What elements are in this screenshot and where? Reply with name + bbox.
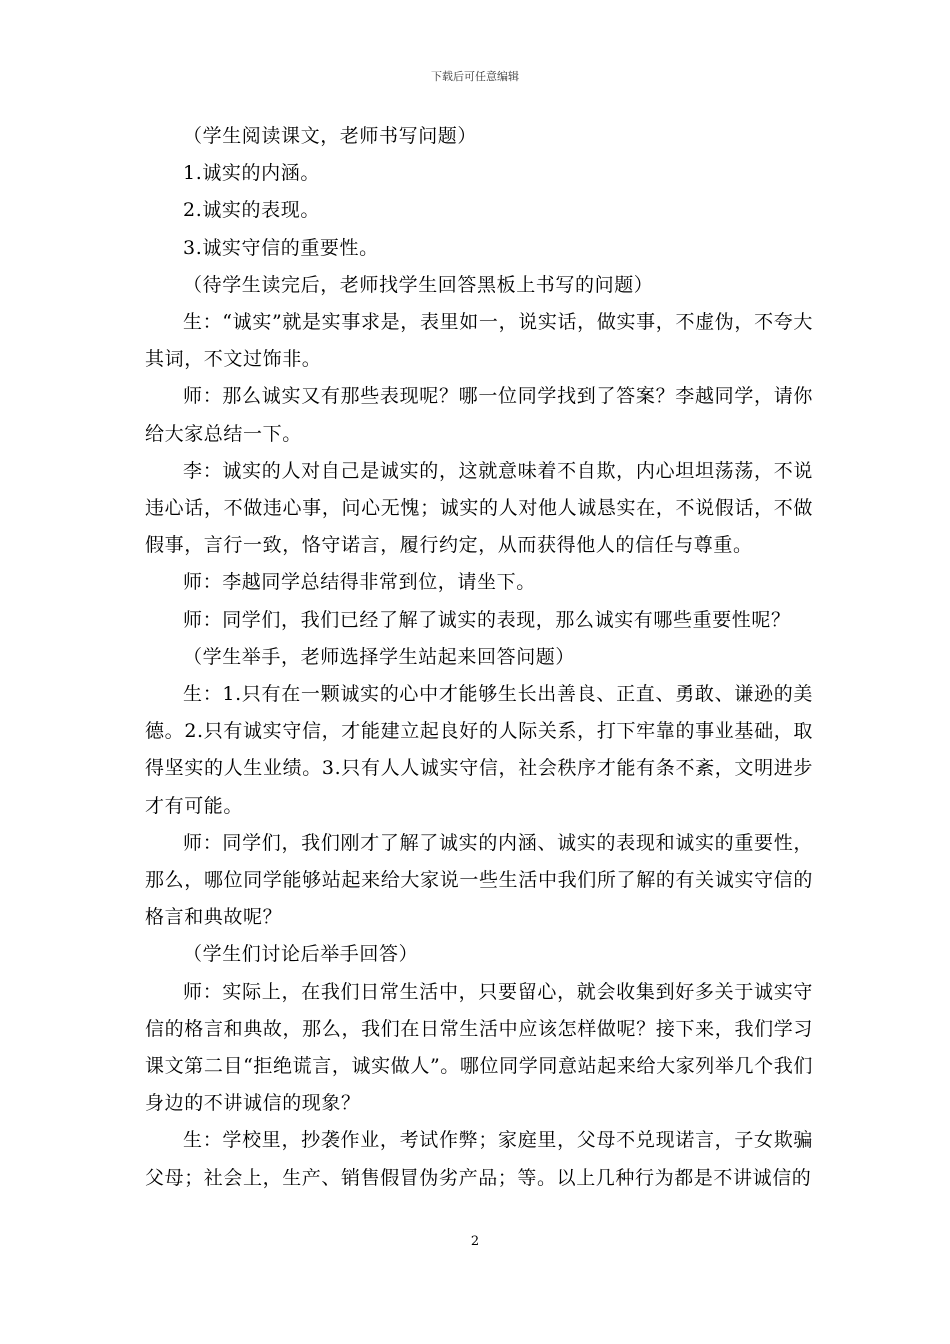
dialogue-teacher: 师：那么诚实又有那些表现呢？哪一位同学找到了答案？李越同学，请你给大家总结一下。 <box>145 385 813 445</box>
dialogue-student: 生：“诚实”就是实事求是，表里如一，说实话，做实事，不虚伪，不夸大其词，不文过饰非。 <box>145 311 813 371</box>
question-item-1: 1.诚实的内涵。 <box>183 162 320 185</box>
page-number: 2 <box>470 1234 480 1249</box>
paragraph-instruction: （待学生读完后，老师找学生回答黑板上书写的问题） <box>183 273 654 296</box>
document-body <box>145 118 813 1197</box>
question-item-3: 3.诚实守信的重要性。 <box>183 236 379 259</box>
dialogue-teacher: 师：同学们，我们已经了解了诚实的表现，那么诚实有哪些重要性呢？ <box>183 608 791 631</box>
dialogue-teacher: 师：同学们，我们刚才了解了诚实的内涵、诚实的表现和诚实的重要性，那么，哪位同学能够站起来给大家说一些生活中我们所了解的有关诚实守信的格言和典故呢？ <box>145 831 813 929</box>
dialogue-li: 李：诚实的人对自己是诚实的，这就意味着不自欺，内心坦坦荡荡，不说违心话，不做违心事，问心无愧；诚实的人对他人诚恳实在，不说假话，不做假事，言行一致，恪守诺言，履行约定，从而获得他人的信任与尊重。 <box>145 459 813 557</box>
question-item-2: 2.诚实的表现。 <box>183 199 320 222</box>
paragraph-instruction: （学生阅读课文，老师书写问题） <box>183 125 478 147</box>
dialogue-teacher: 师：李越同学总结得非常到位，请坐下。 <box>183 571 536 594</box>
paragraph-instruction: （学生举手，老师选择学生站起来回答问题） <box>183 645 576 668</box>
page-header: 下载后可任意编辑 <box>431 70 519 83</box>
paragraph-instruction: （学生们讨论后举手回答） <box>183 943 419 966</box>
dialogue-student: 生：1.只有在一颗诚实的心中才能够生长出善良、正直、勇敢、谦逊的美德。2.只有诚实守信，才能建立起良好的人际关系，打下牢靠的事业基础，取得坚实的人生业绩。3.只有人人诚实守信，社会秩序才能有条不紊，文明进步才有可能。 <box>145 683 813 817</box>
dialogue-teacher: 师：实际上，在我们日常生活中，只要留心，就会收集到好多关于诚实守信的格言和典故，那么，我们在日常生活中应该怎样做呢？接下来，我们学习课文第二目“拒绝谎言，诚实做人”。哪位同学同意站起来给大家列举几个我们身边的不讲诚信的现象？ <box>145 980 813 1115</box>
dialogue-student: 生：学校里，抄袭作业，考试作弊；家庭里，父母不兑现诺言，子女欺骗父母；社会上，生产、销售假冒伪劣产品；等。以上几种行为都是不讲诚信的 <box>145 1129 813 1189</box>
